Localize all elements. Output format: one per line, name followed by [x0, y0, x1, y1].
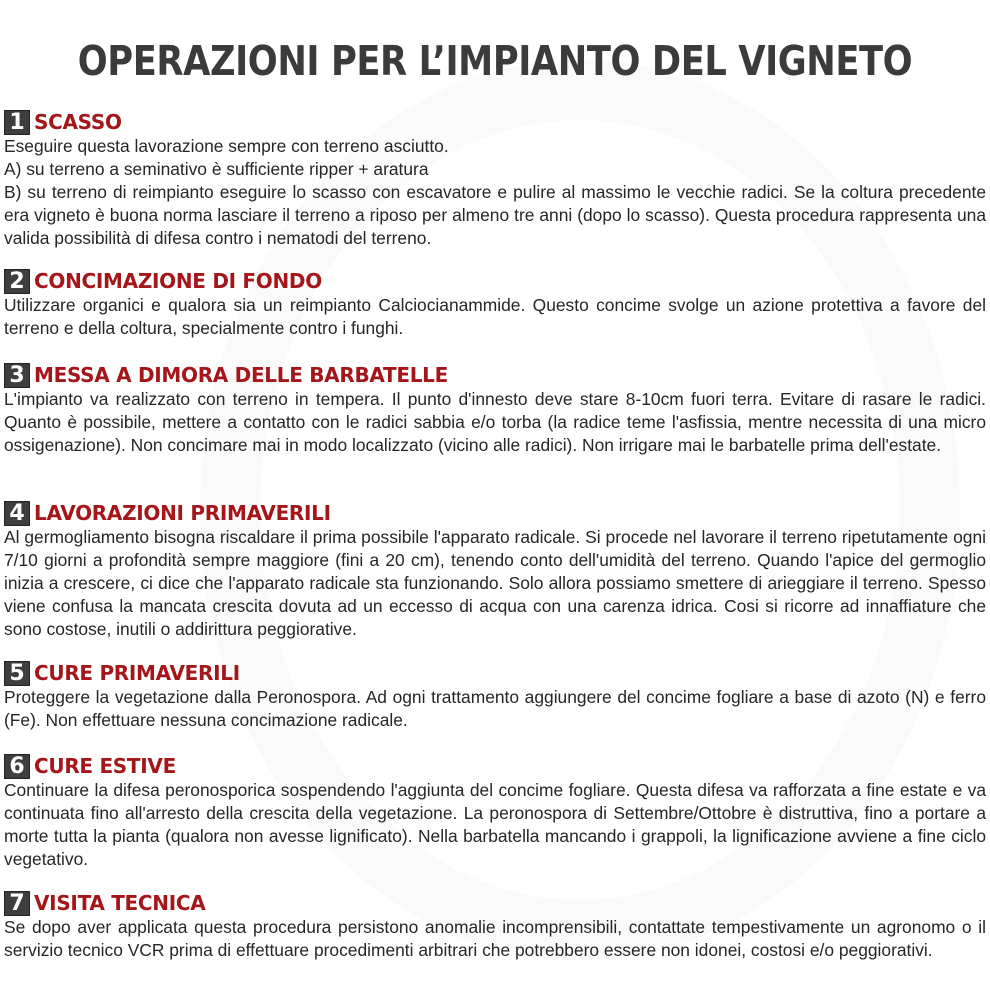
section-title: CURE PRIMAVERILI: [34, 661, 240, 685]
number-badge: 5: [4, 661, 30, 686]
section-heading: [4, 500, 986, 526]
section-title: LAVORAZIONI PRIMAVERILI: [34, 501, 331, 525]
section-cure-estive: [4, 753, 986, 871]
number-badge: 7: [4, 891, 30, 916]
paragraph: Proteggere la vegetazione dalla Peronospora. Ad ogni trattamento aggiungere del concime fogliare a base di azoto (N) e ferro (Fe). Non effettuare nessuna concimazione radicale.: [4, 687, 986, 730]
section-scasso: [4, 109, 986, 250]
number-badge: 6: [4, 754, 30, 779]
number-badge: 1: [4, 110, 30, 135]
section-concimazione-di-fondo: [4, 268, 986, 340]
paragraph: L'impianto va realizzato con terreno in tempera. Il punto d'innesto deve stare 8-10cm fuori terra. Evitare di rasare le radici. Quanto è possibile, mettere a contatto con le radici sabbia e/o torba (la radice teme l'asfissia, mentre necessita di una micro ossigenazione). Non concimare mai in modo localizzato (vicino alle radici). Non irrigare mai le barbatelle prima dell'estate.: [4, 389, 986, 455]
section-title: CONCIMAZIONE DI FONDO: [34, 269, 322, 293]
section-heading: [4, 753, 986, 779]
page-title: OPERAZIONI PER L’IMPIANTO DEL VIGNETO: [77, 37, 913, 86]
paragraph: Se dopo aver applicata questa procedura persistono anomalie incomprensibili, contattate tempestivamente un agronomo o il servizio tecnico VCR prima di effettuare procedimenti arbitrari che potrebbero essere non idonei, costosi e/o peggiorativi.: [4, 917, 986, 960]
paragraph: Eseguire questa lavorazione sempre con terreno asciutto.: [4, 136, 449, 156]
section-messa-a-dimora: [4, 362, 986, 457]
paragraph: Utilizzare organici e qualora sia un reimpianto Calciocianammide. Questo concime svolge un azione protettiva a favore del terreno e della coltura, specialmente contro i funghi.: [4, 295, 986, 338]
number-badge: 4: [4, 501, 30, 526]
section-heading: [4, 362, 986, 388]
paragraph: Continuare la difesa peronosporica sospendendo l'aggiunta del concime fogliare. Questa difesa va rafforzata a fine estate e va continuata fino all'arresto della crescita della vegetazione. La peronospora di Settembre/Ottobre è distruttiva, fino a portare a morte tutta la pianta (qualora non avesse lignificato). Nella barbatella mancando i grappoli, la lignificazione avviene a fine ciclo vegetativo.: [4, 780, 986, 869]
paragraph: A) su terreno a seminativo è sufficiente ripper + aratura: [4, 159, 429, 179]
section-lavorazioni-primaverili: [4, 500, 986, 641]
paragraph: B) su terreno di reimpianto eseguire lo scasso con escavatore e pulire al massimo le vecchie radici. Se la coltura precedente era vigneto è buona norma lasciare il terreno a riposo per almeno tre anni (dopo lo scasso). Questa procedura rappresenta una valida possibilità di difesa contro i nematodi del terreno.: [4, 182, 986, 248]
section-title: SCASSO: [34, 110, 122, 134]
section-heading: [4, 660, 986, 686]
section-visita-tecnica: [4, 890, 986, 962]
number-badge: 3: [4, 363, 30, 388]
section-cure-primaverili: [4, 660, 986, 732]
paragraph: Al germogliamento bisogna riscaldare il prima possibile l'apparato radicale. Si procede nel lavorare il terreno ripetutamente ogni 7/10 giorni a profondità sempre maggiore (fini a 20 cm), tenendo conto dell'umidità del terreno. Quando l'apice del germoglio inizia a crescere, ci dice che l'apparato radicale sta funzionando. Solo allora possiamo smettere di arieggiare il terreno. Spesso viene confusa la mancata crescita dovuta ad un eccesso di acqua con una carenza idrica. Cosi si ricorre ad innaffiature che sono costose, inutili o addirittura peggiorative.: [4, 527, 986, 639]
section-heading: [4, 109, 986, 135]
section-heading: [4, 890, 986, 916]
section-title: VISITA TECNICA: [34, 891, 206, 915]
section-title: CURE ESTIVE: [34, 754, 176, 778]
section-heading: [4, 268, 986, 294]
section-title: MESSA A DIMORA DELLE BARBATELLE: [34, 363, 448, 387]
number-badge: 2: [4, 269, 30, 294]
